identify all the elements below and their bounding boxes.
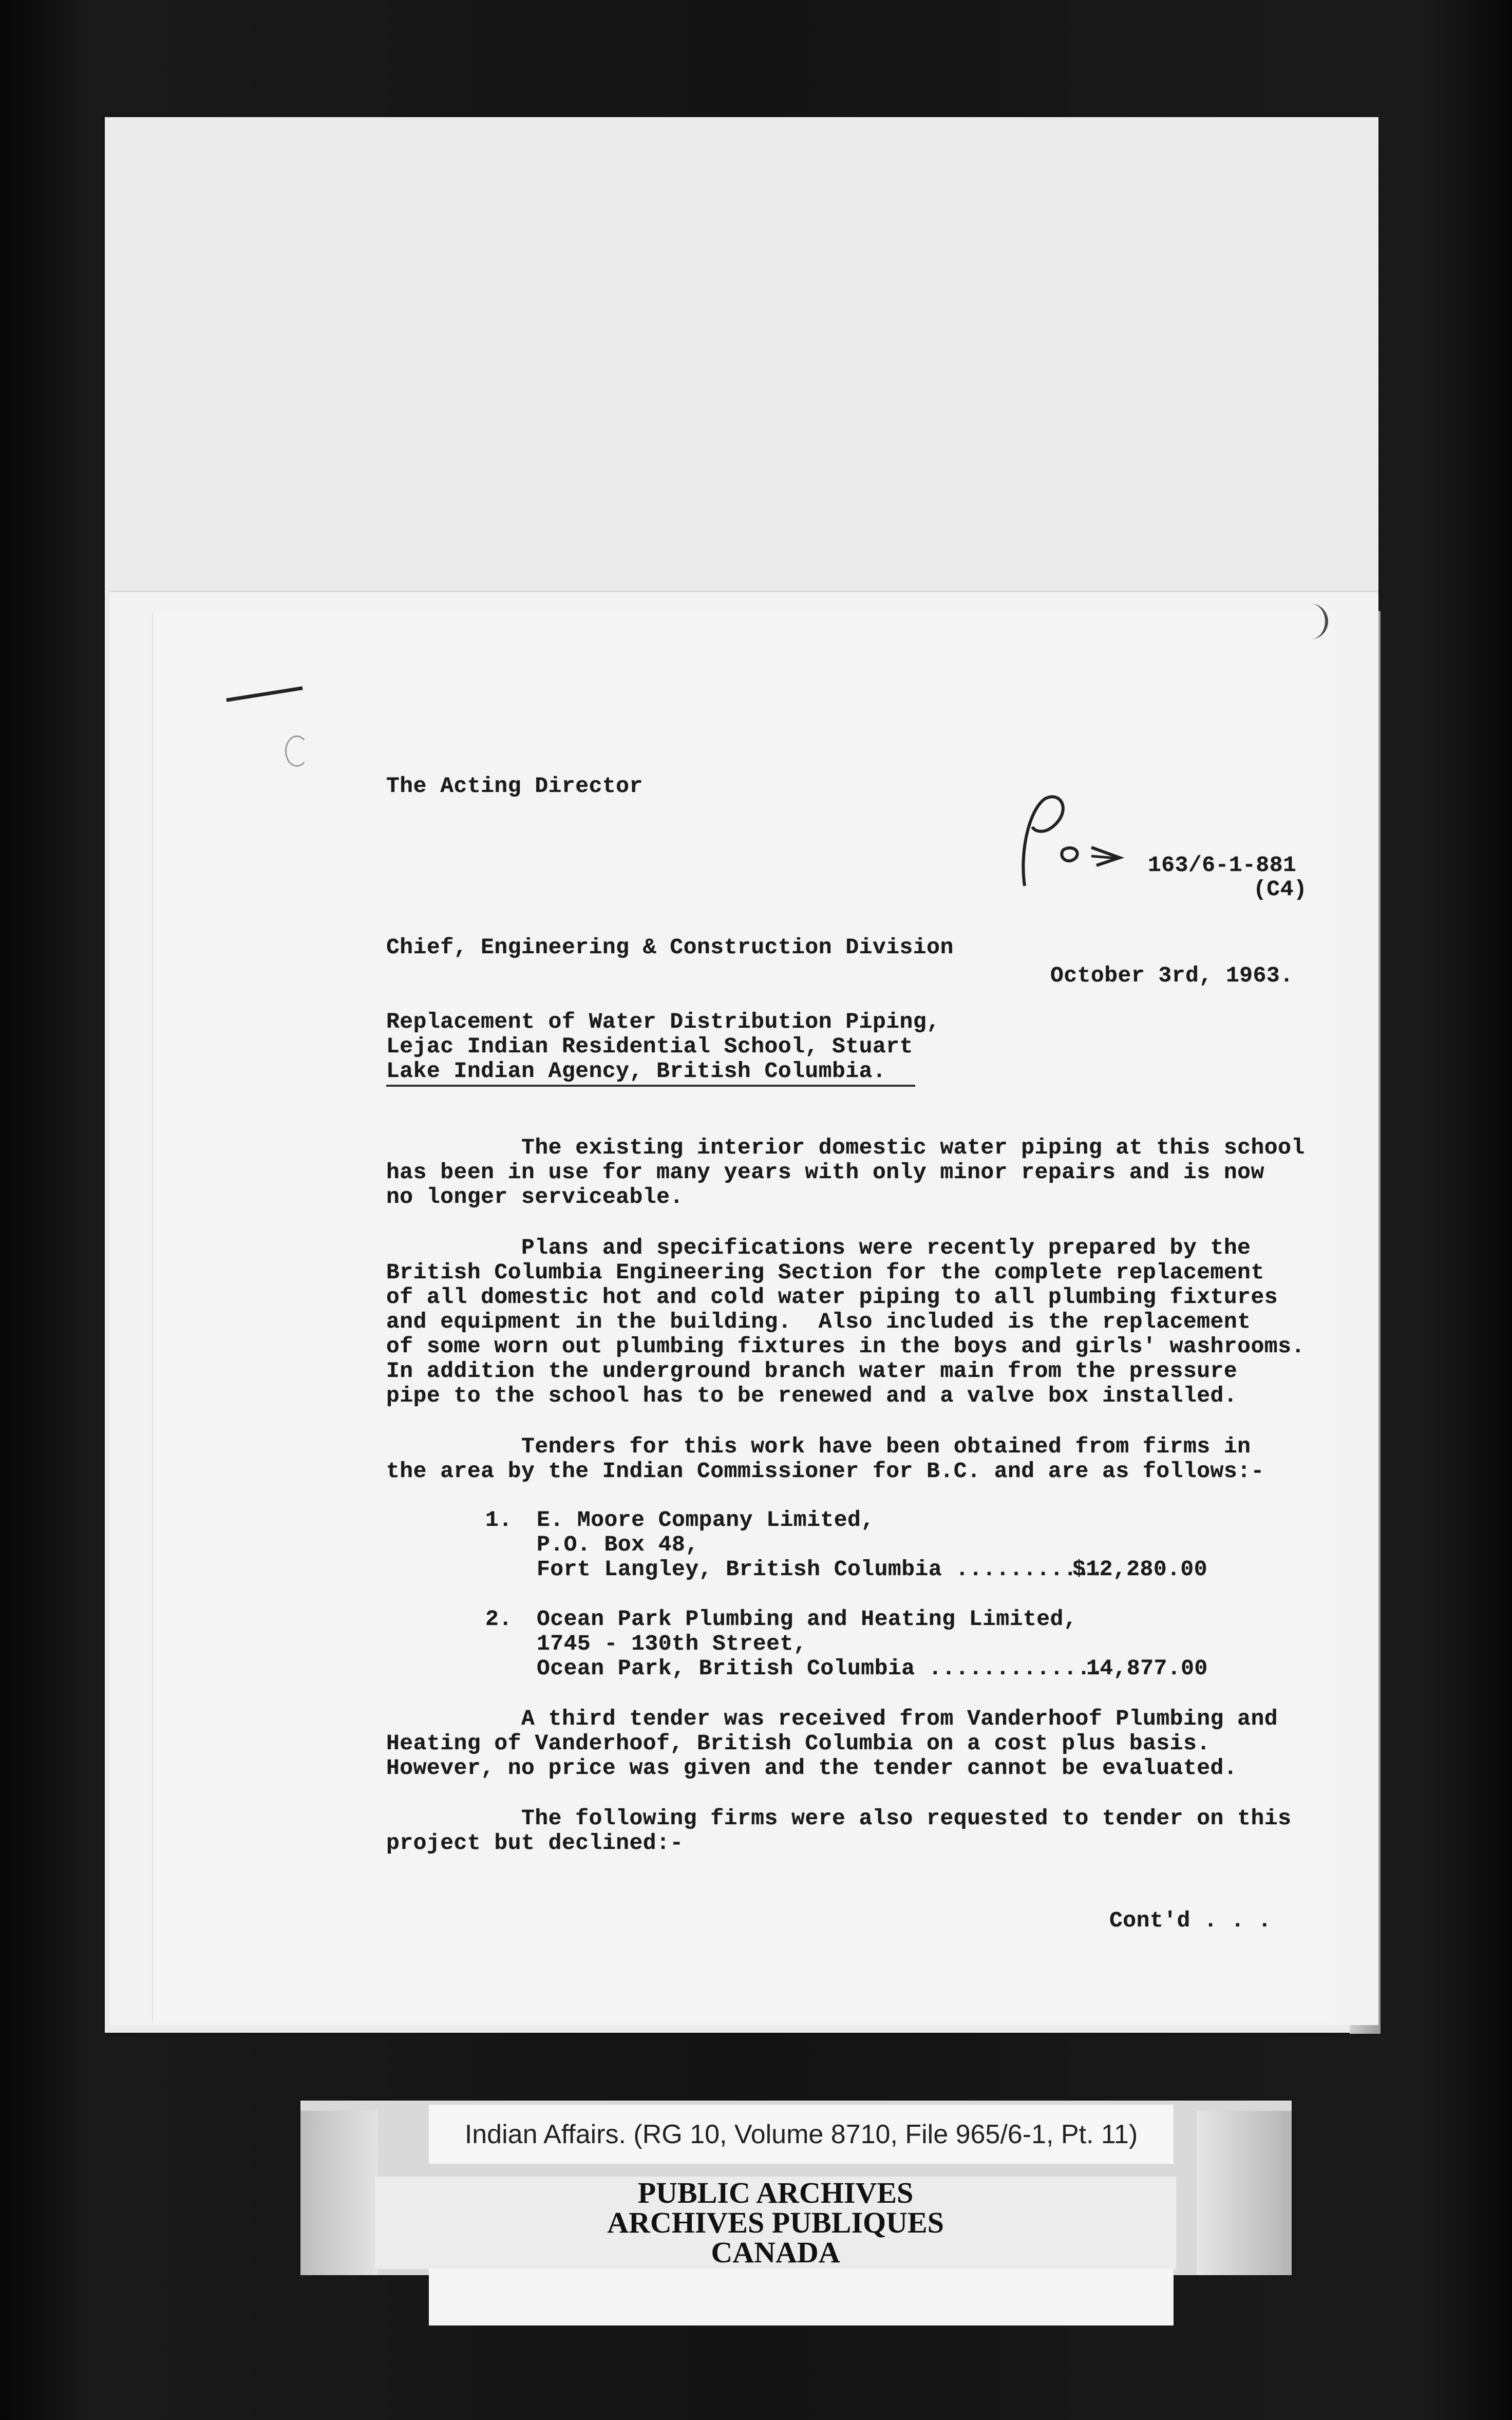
handwritten-notation bbox=[1014, 788, 1168, 891]
tender-line: 1745 - 130th Street, bbox=[537, 1631, 807, 1656]
body-line: Plans and specifications were recently prepared by the bbox=[386, 1235, 1251, 1260]
body-line: A third tender was received from Vanderhoof Plumbing and bbox=[386, 1706, 1278, 1731]
body-line: and equipment in the building. Also included is the replacement bbox=[386, 1309, 1251, 1334]
body-line: British Columbia Engineering Section for the complete replacement bbox=[386, 1260, 1264, 1285]
sender: Chief, Engineering & Construction Division bbox=[386, 935, 954, 960]
file-reference: 163/6-1-881 bbox=[1148, 853, 1297, 878]
body-line: Heating of Vanderhoof, British Columbia on a cost plus basis. bbox=[386, 1731, 1211, 1756]
body-line: the area by the Indian Commissioner for B.C. and are as follows:- bbox=[386, 1459, 1264, 1484]
subject-line: Replacement of Water Distribution Piping, bbox=[386, 1009, 940, 1034]
body-line: of all domestic hot and cold water piping to all plumbing fixtures bbox=[386, 1284, 1278, 1310]
body-line: However, no price was given and the tender cannot be evaluated. bbox=[386, 1755, 1238, 1781]
body-line: project but declined:- bbox=[386, 1830, 684, 1856]
archive-stamp bbox=[375, 2177, 1176, 2269]
tender-line: P.O. Box 48, bbox=[537, 1532, 699, 1557]
subject-line: Lake Indian Agency, British Columbia. bbox=[386, 1058, 886, 1084]
body-line: pipe to the school has to be renewed and a valve box installed. bbox=[386, 1383, 1238, 1408]
archive-reference: Indian Affairs. (RG 10, Volume 8710, File 965/6-1, Pt. 11) bbox=[429, 2105, 1174, 2164]
tender-line: E. Moore Company Limited, bbox=[537, 1507, 875, 1533]
letter-date: October 3rd, 1963. bbox=[1050, 963, 1294, 988]
tender-line: Ocean Park, British Columbia ............. bbox=[537, 1656, 1104, 1681]
tender-number: 2. bbox=[485, 1606, 513, 1632]
body-line: of some worn out plumbing fixtures in the boys and girls' washrooms. bbox=[386, 1334, 1305, 1359]
subject-underline bbox=[386, 1085, 915, 1087]
archive-country: CANADA bbox=[711, 2236, 840, 2269]
label-edge-left bbox=[300, 2111, 377, 2275]
archive-name-en: PUBLIC ARCHIVES bbox=[637, 2176, 914, 2209]
tender-line: Ocean Park Plumbing and Heating Limited, bbox=[537, 1606, 1078, 1632]
body-line: has been in use for many years with only minor repairs and is now bbox=[386, 1160, 1264, 1185]
tender-number: 1. bbox=[485, 1507, 513, 1533]
hole-punch-mark bbox=[285, 735, 309, 767]
tender-amount: 14,877.00 bbox=[1086, 1656, 1208, 1681]
body-line: In addition the underground branch water main from the pressure bbox=[386, 1358, 1238, 1384]
tender-amount: $12,280.00 bbox=[1072, 1557, 1208, 1582]
body-line: no longer serviceable. bbox=[386, 1184, 684, 1209]
continued-note: Cont'd . . . bbox=[1109, 1908, 1272, 1933]
archive-name-fr: ARCHIVES PUBLIQUES bbox=[607, 2206, 944, 2239]
addressee: The Acting Director bbox=[386, 773, 643, 799]
label-edge-right bbox=[1197, 2111, 1292, 2275]
file-reference-sub: (C4) bbox=[1253, 877, 1308, 902]
body-line: The existing interior domestic water piping at this school bbox=[386, 1135, 1305, 1160]
body-line: Tenders for this work have been obtained from firms in bbox=[386, 1434, 1251, 1459]
tender-line: Fort Langley, British Columbia ........... bbox=[537, 1557, 1104, 1582]
label-bottom-strip bbox=[429, 2269, 1174, 2326]
body-line: The following firms were also requested to tender on this bbox=[386, 1806, 1292, 1831]
subject-line: Lejac Indian Residential School, Stuart bbox=[386, 1034, 913, 1059]
